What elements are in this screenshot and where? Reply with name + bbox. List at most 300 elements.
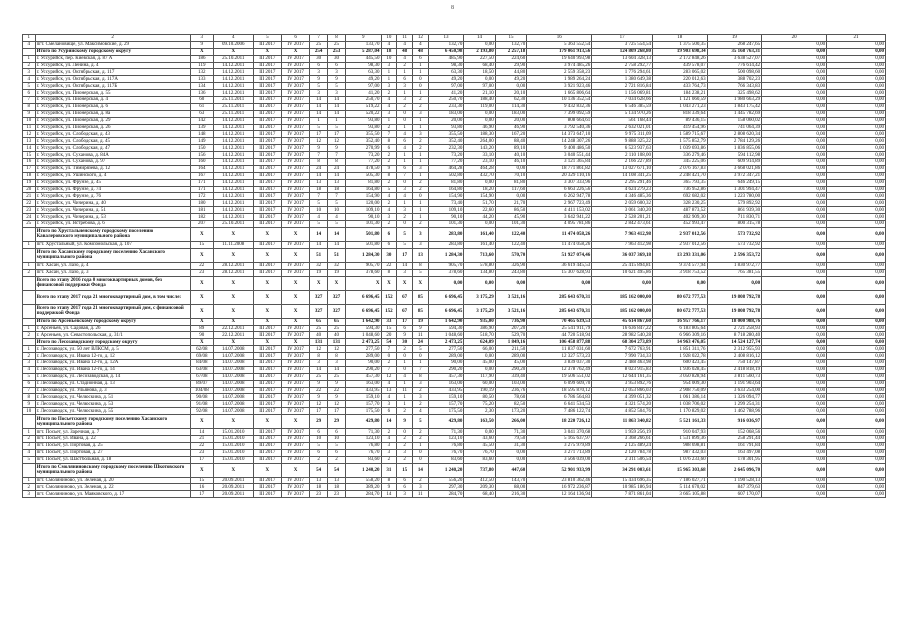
table-cell: 3 175,29: [464, 304, 495, 318]
table-cell: 23: [23, 207, 36, 214]
table-cell: 0,00: [762, 491, 827, 498]
table-cell: 1 301 994,47: [707, 186, 762, 193]
table-cell: 3: [23, 491, 36, 498]
table-cell: 277,50: [345, 346, 381, 353]
table-cell: 14.12.2011: [213, 131, 253, 138]
table-cell: III 2017: [253, 90, 281, 97]
column-number-cell: 19: [707, 35, 762, 42]
table-cell: 0,00: [762, 387, 827, 394]
table-cell: 988 698,81: [653, 442, 708, 449]
table-cell: 117,60: [495, 186, 526, 193]
table-cell: 0,00: [464, 221, 495, 228]
table-cell: 0: [397, 179, 413, 186]
subtotal-row: [23, 318, 886, 325]
address-cell: Всего по этапу 2017 года 21 многоквартирный дом, в том числе:: [35, 290, 190, 304]
table-cell: 14 248 307,26: [527, 138, 592, 145]
table-cell: IV 2017: [281, 207, 309, 214]
table-cell: 6: [397, 165, 413, 172]
table-cell: 8 718 280,40: [707, 332, 762, 339]
table-cell: 14 373 647,10: [527, 131, 592, 138]
table-cell: IV 2017: [281, 491, 309, 498]
table-cell: 0,00: [827, 408, 886, 415]
table-cell: 0,00: [827, 83, 886, 90]
table-cell: 25.10.2011: [213, 221, 253, 228]
table-cell: 607 170,07: [707, 491, 762, 498]
table-cell: 3 839 037,30: [527, 359, 592, 366]
table-cell: 4: [412, 408, 428, 415]
table-cell: 7: [412, 366, 428, 373]
table-cell: 0,00: [762, 97, 827, 104]
table-cell: 0,00: [762, 394, 827, 401]
address-cell: г. Уссурийск, ул. Ястребова, д. 6: [35, 221, 190, 228]
table-cell: 0,00: [762, 179, 827, 186]
table-cell: 152 068,56: [707, 429, 762, 436]
table-cell: 227,50: [464, 55, 495, 62]
table-row: [23, 380, 886, 387]
table-cell: 8: [412, 373, 428, 380]
table-cell: 184 238,21: [653, 90, 708, 97]
table-cell: 17: [310, 408, 328, 415]
table-cell: 9: [328, 76, 346, 83]
table-row: [23, 435, 886, 442]
table-cell: 433,95: [428, 387, 464, 394]
table-cell: 120,00: [345, 200, 381, 207]
table-cell: IV 2017: [281, 373, 309, 380]
table-cell: 9: [397, 415, 413, 429]
table-cell: 0,00: [827, 145, 886, 152]
table-cell: 3: [381, 401, 397, 408]
table-cell: 14: [412, 463, 428, 477]
table-cell: 578,80: [464, 262, 495, 269]
table-cell: 132,70: [495, 41, 526, 48]
address-cell: г. Уссурийск, ул. Пионерская, д. 6: [35, 103, 190, 110]
address-cell: Всего по этапу 2017 года 21 многоквартирный дом, с финансовой поддержкой Фонда: [35, 304, 190, 318]
table-cell: 132,70: [428, 41, 464, 48]
table-cell: 0,00: [827, 262, 886, 269]
table-cell: 3 725 554,54: [592, 41, 653, 48]
table-cell: 67: [397, 304, 413, 318]
table-cell: 4: [397, 145, 413, 152]
table-cell: 15.01.2010: [213, 435, 253, 442]
table-row: [23, 269, 886, 276]
table-cell: 123,10: [345, 435, 381, 442]
table-cell: III 2017: [253, 110, 281, 117]
table-cell: 847 379,63: [707, 484, 762, 491]
table-cell: 0: [381, 353, 397, 360]
table-row: [23, 262, 886, 269]
table-cell: 0,00: [762, 193, 827, 200]
table-cell: 134: [190, 83, 213, 90]
table-cell: 14: [310, 103, 328, 110]
table-cell: 15: [23, 152, 36, 159]
table-cell: 285 643 670,31: [527, 290, 592, 304]
table-cell: 36 619 445,53: [527, 262, 592, 269]
table-cell: 09.10.2006: [213, 41, 253, 48]
subtotal-row: [23, 415, 886, 429]
table-cell: 18 595 870,12: [527, 387, 592, 394]
table-cell: 183,00: [495, 110, 526, 117]
address-cell: г. Уссурийск, ул. Чичерина, д. 51: [35, 207, 190, 214]
table-cell: X: [281, 227, 309, 241]
table-cell: 9: [328, 380, 346, 387]
table-cell: 10 136 352,54: [527, 97, 592, 104]
table-cell: 45,00: [495, 359, 526, 366]
address-cell: г. Уссурийск, ул. Пионерская, д. 55: [35, 90, 190, 97]
table-row: [23, 90, 886, 97]
table-cell: 22: [190, 262, 213, 269]
table-cell: 10 621 495,86: [592, 269, 653, 276]
table-cell: 13 604 328,13: [592, 55, 653, 62]
table-cell: 90,00: [428, 359, 464, 366]
column-number-cell: 9: [345, 35, 381, 42]
table-cell: 69/08: [190, 353, 213, 360]
table-cell: 3: [381, 83, 397, 90]
table-cell: [23, 290, 36, 304]
table-cell: 2: [397, 408, 413, 415]
table-cell: 1: [310, 117, 328, 124]
table-cell: 500 098,60: [707, 69, 762, 76]
table-cell: 485,90: [428, 55, 464, 62]
table-cell: 0,00: [827, 221, 886, 228]
table-cell: 1 959 256,19: [592, 429, 653, 436]
table-cell: 3: [412, 241, 428, 248]
table-cell: 76,70: [345, 449, 381, 456]
table-cell: 52 901 933,99: [527, 463, 592, 477]
table-cell: 6 523 937,63: [592, 145, 653, 152]
table-cell: 25: [23, 221, 36, 228]
table-cell: III 2017: [253, 484, 281, 491]
table-cell: 1: [412, 62, 428, 69]
table-cell: IV 2017: [281, 214, 309, 221]
table-cell: 97,00: [428, 83, 464, 90]
table-cell: 3 633 254,00: [707, 387, 762, 394]
table-cell: 71,30: [428, 429, 464, 436]
table-cell: 1: [412, 159, 428, 166]
table-cell: 31,30: [495, 442, 526, 449]
table-cell: III 2017: [253, 262, 281, 269]
table-cell: 624,09: [464, 339, 495, 346]
table-cell: 386,90: [464, 325, 495, 332]
table-cell: 4: [397, 193, 413, 200]
subtotal-row: [23, 290, 886, 304]
table-cell: 2 312 955,93: [707, 346, 762, 353]
table-cell: 0: [397, 221, 413, 228]
table-cell: 14.12.2011: [213, 159, 253, 166]
table-cell: 2: [412, 103, 428, 110]
table-cell: 646 249,15: [707, 179, 762, 186]
table-cell: 457,30: [345, 373, 381, 380]
table-cell: 32: [310, 262, 328, 269]
table-cell: 1: [412, 117, 428, 124]
table-cell: 12 327 573,23: [527, 353, 592, 360]
table-cell: 14.07.2008: [213, 380, 253, 387]
table-cell: 0,00: [827, 117, 886, 124]
table-cell: 133: [190, 76, 213, 83]
table-cell: 1 776 294,61: [592, 69, 653, 76]
table-cell: 402 909,30: [653, 214, 708, 221]
table-cell: 0,00: [762, 117, 827, 124]
table-cell: 0,00: [762, 83, 827, 90]
table-cell: 179 061 913,56: [527, 48, 592, 55]
table-row: [23, 97, 886, 104]
table-cell: 1 989 264,24: [527, 76, 592, 83]
table-cell: 3 041 370,68: [527, 429, 592, 436]
table-cell: 987 432,03: [653, 449, 708, 456]
table-cell: 3 668 021,86: [707, 165, 762, 172]
table-cell: 12: [328, 138, 346, 145]
table-cell: X: [213, 304, 253, 318]
table-cell: 14: [328, 241, 346, 248]
address-cell: г. Уссурийск, ул. Октябрьская, д. 117А: [35, 76, 190, 83]
table-cell: 250,70: [428, 97, 464, 104]
table-cell: 0,00: [464, 179, 495, 186]
table-cell: 89 436,15: [653, 117, 708, 124]
table-cell: 3: [397, 83, 413, 90]
table-cell: 505,30: [345, 172, 381, 179]
table-cell: 0,00: [762, 380, 827, 387]
table-cell: 0,00: [428, 276, 464, 290]
table-cell: 765 381,55: [707, 269, 762, 276]
table-cell: 487 873,52: [653, 207, 708, 214]
table-cell: IV 2017: [281, 103, 309, 110]
subtotal-row: [23, 304, 886, 318]
table-cell: 25: [328, 325, 346, 332]
table-cell: 4: [381, 41, 397, 48]
table-cell: 89,10: [495, 145, 526, 152]
table-cell: 711 830,71: [707, 214, 762, 221]
table-cell: 0,00: [762, 463, 827, 477]
table-cell: 2: [310, 456, 328, 463]
address-cell: Итого по Хасанскому городскому поселению Хасанского муниципального района: [35, 248, 190, 262]
table-cell: 445,50: [345, 55, 381, 62]
table-cell: 2 120 784,78: [592, 449, 653, 456]
table-cell: IV 2017: [281, 221, 309, 228]
table-cell: III 2017: [253, 241, 281, 248]
table-cell: 2: [412, 477, 428, 484]
table-cell: IV 2017: [281, 159, 309, 166]
table-cell: 11: [397, 387, 413, 394]
table-cell: 2 110 108,00: [592, 152, 653, 159]
table-cell: 4: [381, 97, 397, 104]
table-cell: 40,10: [495, 152, 526, 159]
table-cell: 0,00: [827, 394, 886, 401]
table-row: [23, 159, 886, 166]
table-cell: 173,20: [495, 408, 526, 415]
table-cell: 28 982 540,28: [592, 332, 653, 339]
table-cell: 98,30: [345, 62, 381, 69]
table-cell: 11 474 058,26: [527, 227, 592, 241]
table-cell: 29,90: [495, 62, 526, 69]
table-cell: 14: [310, 366, 328, 373]
table-cell: 2 257,18: [495, 48, 526, 55]
table-cell: 378,60: [428, 269, 464, 276]
table-cell: 3: [412, 227, 428, 241]
table-cell: 520,22: [345, 110, 381, 117]
table-cell: 1: [381, 69, 397, 76]
address-cell: Итого по Лесозаводскому городскому округу: [35, 339, 190, 346]
table-cell: 6: [397, 477, 413, 484]
address-cell: г. Уссурийск, ул. Ушинского, д. 4: [35, 172, 190, 179]
table-cell: 9: [310, 76, 328, 83]
table-cell: 46,90: [495, 124, 526, 131]
table-cell: 5 114 670,02: [653, 484, 708, 491]
table-cell: 0,00: [827, 484, 886, 491]
table-cell: 0,00: [762, 346, 827, 353]
table-cell: 0,00: [827, 276, 886, 290]
table-cell: 0,00: [762, 221, 827, 228]
table-cell: 2 808 620,34: [707, 131, 762, 138]
table-cell: III 2017: [253, 325, 281, 332]
table-cell: IV 2017: [281, 124, 309, 131]
table-cell: 4 346 485,36: [592, 193, 653, 200]
table-cell: 352,40: [345, 138, 381, 145]
table-cell: 76,80: [345, 442, 381, 449]
table-cell: IV 2017: [281, 449, 309, 456]
table-cell: [23, 318, 36, 325]
table-cell: 0,00: [762, 353, 827, 360]
table-cell: 19 506 551,02: [527, 373, 592, 380]
table-cell: 1: [397, 359, 413, 366]
table-cell: 34 291 003,61: [592, 463, 653, 477]
table-cell: 101,30: [345, 221, 381, 228]
table-cell: 224,60: [495, 55, 526, 62]
table-cell: 1: [23, 477, 36, 484]
table-cell: 412,50: [464, 477, 495, 484]
table-cell: 180: [190, 200, 213, 207]
address-cell: пгт. Смоляниново, ул. Зеленая, д. 20: [35, 477, 190, 484]
table-cell: 3: [310, 90, 328, 97]
table-cell: 9 432 832,36: [527, 103, 592, 110]
table-cell: 14.12.2011: [213, 138, 253, 145]
table-cell: 51 927 074,46: [527, 248, 592, 262]
address-cell: пгт. Хасан, ул. Лазо, д. 4: [35, 262, 190, 269]
table-row: [23, 401, 886, 408]
table-cell: 7: [310, 193, 328, 200]
address-cell: г. Уссурийск, ул. Пионерская, д. 26: [35, 124, 190, 131]
table-cell: 10: [310, 435, 328, 442]
table-cell: III 2017: [253, 353, 281, 360]
table-row: [23, 449, 886, 456]
column-number-cell: 7: [310, 35, 328, 42]
table-cell: 0,00: [827, 491, 886, 498]
table-cell: 2 758 292,77: [592, 62, 653, 69]
table-cell: 452 993,47: [653, 221, 708, 228]
table-cell: 1 191 903,64: [707, 380, 762, 387]
table-cell: 175,50: [428, 408, 464, 415]
subtotal-row: [23, 48, 886, 55]
table-cell: III 2017: [253, 131, 281, 138]
table-cell: 3 918 753,52: [653, 269, 708, 276]
table-cell: 0: [412, 449, 428, 456]
table-cell: 9: [397, 332, 413, 339]
table-cell: 40: [310, 332, 328, 339]
table-cell: IV 2017: [281, 429, 309, 436]
table-cell: 0,00: [827, 373, 886, 380]
table-cell: 0,00: [827, 269, 886, 276]
table-cell: 164,80: [345, 186, 381, 193]
table-cell: 2: [397, 346, 413, 353]
table-cell: 14: [397, 262, 413, 269]
table-cell: 160: [190, 159, 213, 166]
table-cell: 25: [328, 373, 346, 380]
column-number-cell: 13: [428, 35, 464, 42]
table-cell: X: [281, 290, 309, 304]
address-cell: г. Уссурийск, ул. Пионерская, д. 8а: [35, 110, 190, 117]
table-cell: 14: [328, 110, 346, 117]
table-cell: [23, 227, 36, 241]
address-cell: г. Уссурийск, пер. Киевская, д. 87 А: [35, 55, 190, 62]
table-cell: 49,20: [345, 76, 381, 83]
table-cell: 83,60: [464, 456, 495, 463]
table-row: [23, 387, 886, 394]
table-cell: 6 450,98: [428, 48, 464, 55]
table-cell: 14.12.2011: [213, 207, 253, 214]
table-row: [23, 83, 886, 90]
table-cell: 14: [310, 110, 328, 117]
table-cell: III 2017: [253, 394, 281, 401]
address-cell: пгт. Смоляниново, ул. Маяковского, д. 17: [35, 491, 190, 498]
table-cell: 0,00: [827, 318, 886, 325]
table-row: [23, 103, 886, 110]
table-cell: 15 434 696,35: [592, 477, 653, 484]
table-cell: 20.09.2011: [213, 477, 253, 484]
address-cell: г. Лесозаводск, ул. Челюскина, д. 53: [35, 401, 190, 408]
table-cell: 750 147,87: [707, 359, 762, 366]
table-cell: 73,40: [428, 200, 464, 207]
table-cell: 6: [328, 62, 346, 69]
table-cell: 1: [397, 394, 413, 401]
table-cell: 16 957 766,17: [653, 318, 708, 325]
table-cell: 776 614,42: [707, 62, 762, 69]
table-cell: 1: [412, 214, 428, 221]
table-row: [23, 325, 886, 332]
table-cell: III 2017: [253, 97, 281, 104]
address-cell: г. Уссурийск, ул. Слободская, д. 47: [35, 145, 190, 152]
table-cell: 9: [310, 394, 328, 401]
table-cell: 1: [397, 124, 413, 131]
table-cell: 0,00: [762, 332, 827, 339]
table-cell: III 2017: [253, 214, 281, 221]
table-cell: 6 696,45: [345, 304, 381, 318]
table-cell: IV 2017: [281, 325, 309, 332]
table-cell: 2: [412, 221, 428, 228]
table-cell: 9 400 486,50: [527, 145, 592, 152]
table-cell: 3 521,16: [495, 290, 526, 304]
table-cell: 63,30: [345, 69, 381, 76]
table-cell: IV 2017: [281, 172, 309, 179]
table-cell: 139: [190, 124, 213, 131]
table-cell: 2 076 167,83: [653, 165, 708, 172]
table-cell: 3 792 540,36: [527, 124, 592, 131]
column-number-row: [23, 35, 886, 42]
table-cell: 78,60: [495, 394, 526, 401]
table-cell: 2: [328, 456, 346, 463]
table-cell: 1 531 899,36: [653, 435, 708, 442]
table-cell: 80,50: [464, 394, 495, 401]
table-cell: 46,90: [464, 124, 495, 131]
table-cell: 20,10: [495, 90, 526, 97]
table-cell: III 2017: [253, 83, 281, 90]
table-cell: 236,76: [495, 387, 526, 394]
table-cell: 579 892,92: [707, 200, 762, 207]
table-cell: 570,70: [495, 248, 526, 262]
table-cell: 15: [190, 477, 213, 484]
table-cell: 3: [412, 380, 428, 387]
table-cell: III 2017: [253, 103, 281, 110]
table-cell: 143,70: [495, 477, 526, 484]
column-number-cell: 4: [213, 35, 253, 42]
table-cell: 7: [23, 97, 36, 104]
